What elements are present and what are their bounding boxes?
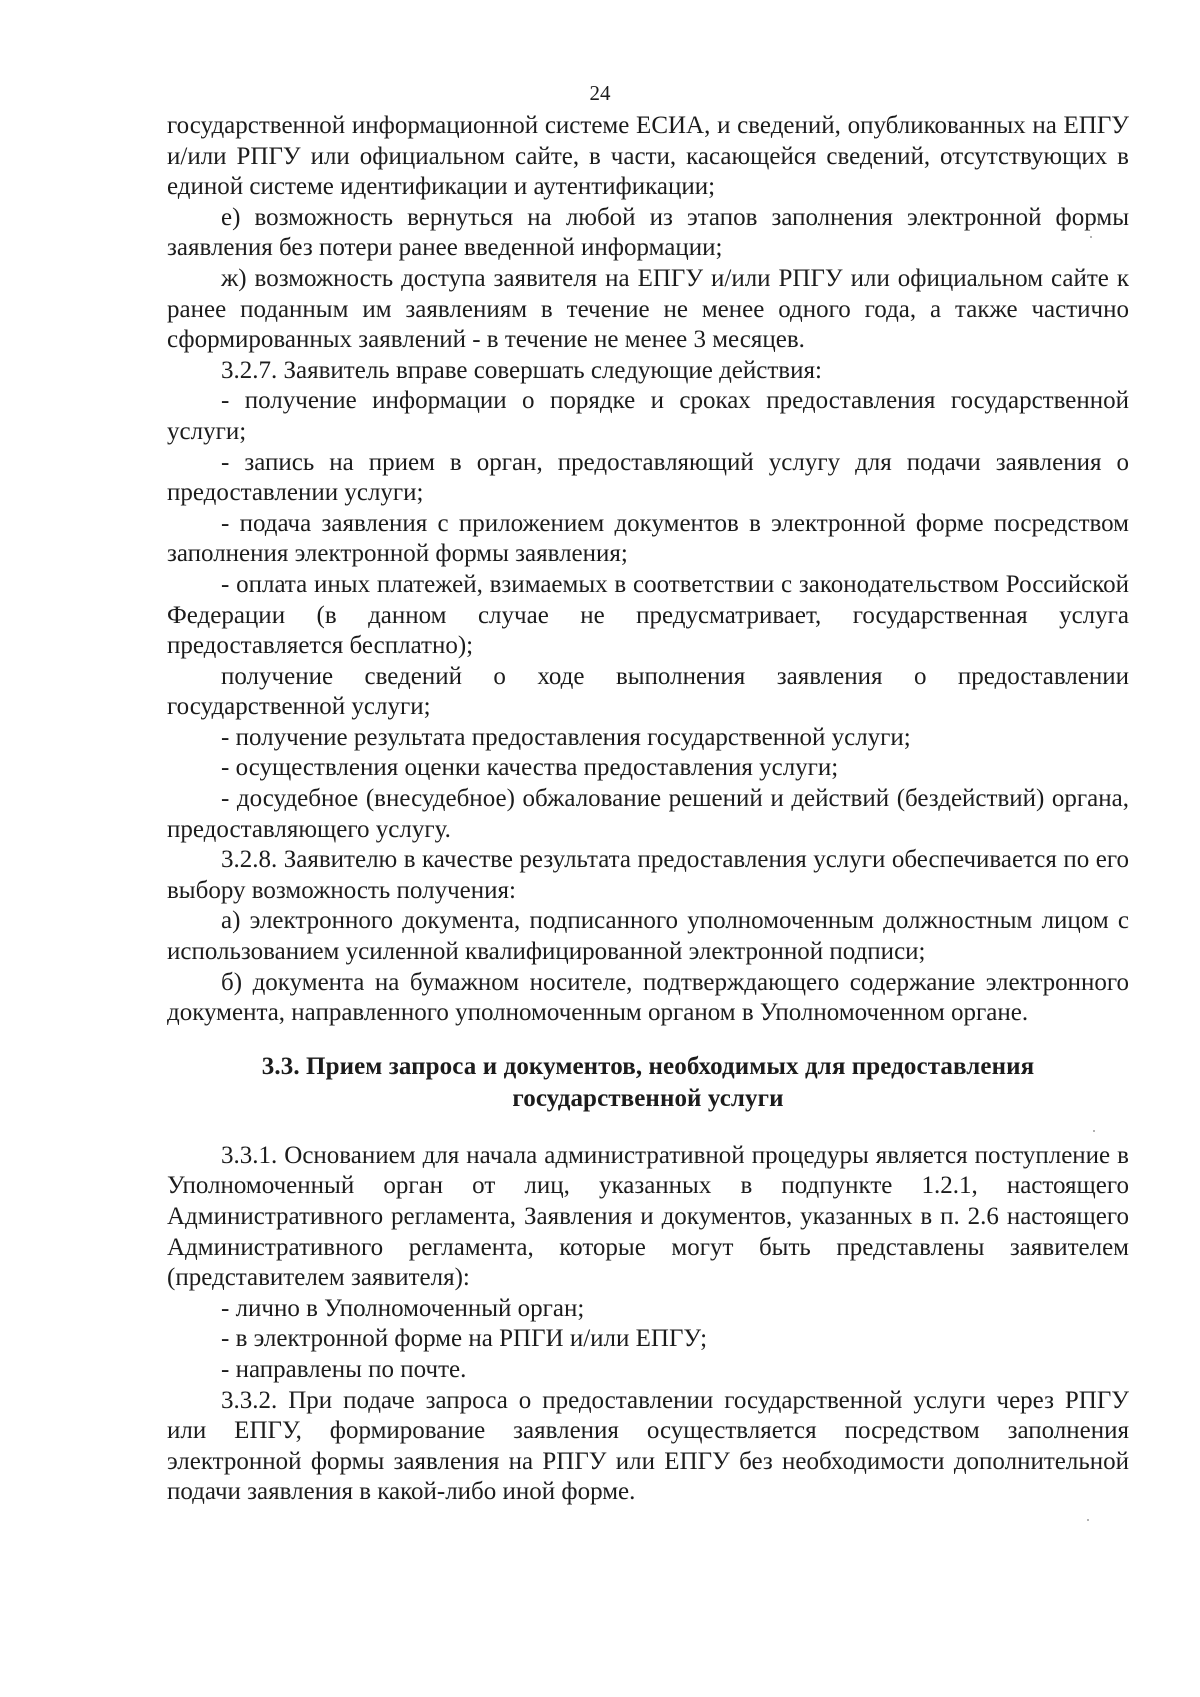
paragraphs-before-heading [167, 111, 1129, 1029]
paragraph: 3.3.2. При подаче запроса о предоставлении государственной услуги через РПГУ или ЕПГУ, формирование заявления осуществляется посредством заполнения электронной формы заявления на РПГУ или ЕПГУ без необходимости дополнительной подачи заявления в какой-либо иной форме. [167, 1386, 1129, 1506]
paragraphs-after-heading [167, 1141, 1129, 1508]
paragraph: 3.2.8. Заявителю в качестве результата предоставления услуги обеспечивается по его выбору возможность получения: [167, 846, 1129, 904]
paragraph: - подача заявления с приложением документов в электронной форме посредством заполнения электронной формы заявления; [167, 509, 1129, 568]
scan-speck [1093, 1130, 1095, 1132]
paragraph: - оплата иных платежей, взимаемых в соответствии с законодательством Российской Федерации (в данном случае не предусматривает, государственная услуга предоставляется бесплатно); [167, 570, 1129, 660]
paragraph: 3.3.1. Основанием для начала административной процедуры является поступление в Уполномоченный орган от лиц, указанных в подпункте 1.2.1, настоящего Административного регламента, Заявления и документов, указанных в п. 2.6 настоящего Административного регламента, которые могут быть представлены заявителем (представителем заявителя): [167, 1141, 1129, 1292]
paragraph: - в электронной форме на РПГИ и/или ЕПГУ; [221, 1325, 708, 1353]
paragraph: ж) возможность доступа заявителя на ЕПГУ и/или РПГУ или официальном сайте к ранее поданным им заявлениям в течение не менее одного года, а также частично сформированных заявлений - в течение не менее 3 месяцев. [167, 264, 1129, 354]
paragraph: е) возможность вернуться на любой из этапов заполнения электронной формы заявления без потери ранее введенной информации; [167, 203, 1129, 262]
paragraph: б) документа на бумажном носителе, подтверждающего содержание электронного документа, направленного уполномоченным органом в Уполномоченном органе. [167, 968, 1129, 1027]
paragraph: - досудебное (внесудебное) обжалование решений и действий (бездействий) органа, предоставляющего услугу. [167, 785, 1129, 843]
section-heading-line-2: государственной услуги [512, 1084, 784, 1112]
paragraph: получение сведений о ходе выполнения заявления о предоставлении государственной услуги; [167, 662, 1129, 721]
page-number: 24 [589, 81, 611, 105]
paragraph: 3.2.7. Заявитель вправе совершать следующие действия: [221, 356, 822, 384]
scan-speck [1087, 1519, 1089, 1521]
paragraph: - получение результата предоставления государственной услуги; [221, 723, 911, 751]
paragraph: - осуществления оценки качества предоставления услуги; [221, 754, 839, 782]
paragraph: - лично в Уполномоченный орган; [221, 1294, 585, 1322]
section-heading [167, 1051, 1129, 1115]
paragraph: государственной информационной системе ЕСИА, и сведений, опубликованных на ЕПГУ и/или РПГУ или официальном сайте, в части, касающейся сведений, отсутствующих в единой системе идентификации и аутентификации; [167, 112, 1129, 201]
section-heading-line-1: 3.3. Прием запроса и документов, необходимых для предоставления [261, 1052, 1035, 1080]
paragraph: - направлены по почте. [221, 1355, 467, 1383]
document-body [167, 111, 1129, 1508]
paragraph: - получение информации о порядке и сроках предоставления государственной услуги; [167, 387, 1129, 445]
paragraph: - запись на прием в орган, предоставляющий услугу для подачи заявления о предоставлении услуги; [167, 448, 1129, 507]
scan-speck [1090, 236, 1092, 238]
paragraph: а) электронного документа, подписанного уполномоченным должностным лицом с использованием усиленной квалифицированной электронной подписи; [167, 907, 1129, 966]
